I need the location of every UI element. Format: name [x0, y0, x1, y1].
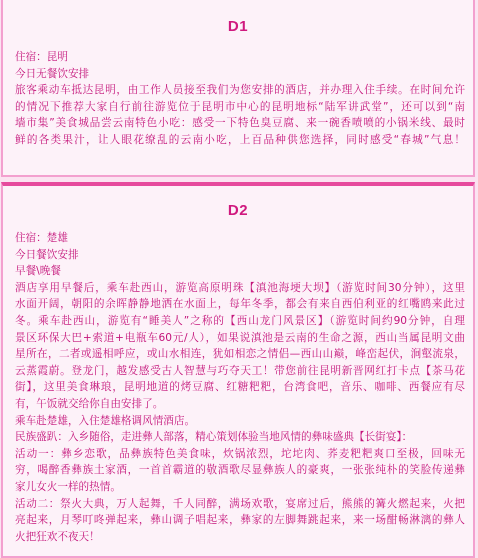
- day-1-text: [3, 49, 473, 149]
- day-2-line: 活动一：彝乡恋歌，品彝族特色美食味，炊锅浓烈，坨坨肉、荞麦粑粑爽口至极，回味无: [15, 447, 465, 460]
- day-2-line: 住宿：楚雄: [15, 232, 68, 244]
- day-1-line: 鲜的各类果汁，让人眼花缭乱的云南小吃，上百品种供您选择，同时感受“春城”气息！: [15, 133, 465, 146]
- day-2-card: [1, 182, 475, 558]
- day-1-line: 的情况下推荐大家自行前往游览位于昆明市中心的昆明地标“陆军讲武堂”，还可以到“南: [15, 100, 465, 113]
- day-2-line: 亮起来，月琴叮咚弹起来，彝山调子唱起来，彝家的左脚舞跳起来，来一场酣畅淋漓的彝人: [15, 514, 465, 527]
- day-1-line: 旅客乘动车抵达昆明，由工作人员接至我们为您安排的酒店，并办理入住手续。在时间允许: [15, 84, 465, 97]
- day-2-line: 酒店享用早餐后，乘车赴西山，游览高原明珠【滇池海埂大坝】（游览时间30分钟），这里: [15, 281, 465, 294]
- day-1-card: [1, 0, 475, 177]
- day-2-line: 民族盛趴：入乡随俗，走进彝人部落，精心策划体验当地风情的彝味盛典【长街宴】：: [15, 431, 413, 444]
- day-1-line: 今日无餐饮安排: [15, 67, 90, 80]
- day-2-line: 街】，这里美食琳琅，昆明地道的烤豆腐、红糖粑粑，台湾食吧，音乐、咖啡、西餐应有尽: [15, 381, 465, 394]
- day-1-line: 住宿：昆明: [15, 51, 68, 63]
- day-2-line: 早餐\晚餐: [15, 265, 61, 278]
- day-2-line: 火把狂欢不夜天！: [15, 530, 100, 543]
- day-2-line: 景区环保大巴+索道+电瓶车60元/人），如果说滇池是云南的生命之源，西山当属昆明文曲: [15, 331, 465, 344]
- day-2-line: 今日餐饮安排: [15, 248, 79, 261]
- day-2-line: 穷，喝醉香彝族土家酒，一首首霸道的敬酒歌尽显彝族人的豪爽，一张张纯朴的笑脸传递彝: [15, 464, 465, 477]
- day-2-line: 水面开阔，朝阳的余晖静静地洒在水面上，每年冬季，都会有来自西伯利亚的红嘴鸥来此过: [15, 298, 465, 311]
- day-2-line: 家儿女火一样的热情。: [15, 480, 121, 493]
- day-1-line: 墙市集”美食城品尝云南特色小吃：感受一下特色臭豆腐、来一碗香喷喷的小锅米线、最时: [15, 117, 465, 130]
- day-2-title: D2: [227, 202, 249, 219]
- day-2-text: [3, 230, 473, 545]
- day-2-line: 活动二：祭火大典，万人起舞，千人同醉，满场欢歌，宴席过后，熊熊的篝火燃起来，火把: [15, 497, 465, 510]
- day-2-line: 云蒸霞蔚。登龙门，越发感受古人智慧与巧夺天工！带您前往昆明新晋网红打卡点【茶马花: [15, 364, 465, 377]
- day-1-title: D1: [227, 18, 249, 35]
- day-2-line: 星所在，二者或遥相呼应，或山水相连，犹如相恋之情侣—西山山巅，峰峦起伏，涧壑流泉，: [15, 348, 465, 361]
- day-2-line: 有，午饭就交给你自由安排了。: [15, 397, 164, 410]
- day-2-line: 乘车赴楚雄，入住楚雄格调风情酒店。: [15, 414, 196, 427]
- day-2-line: 冬。乘车赴西山，游览有“睡美人”之称的【西山龙门风景区】（游览时间约90分钟，自理: [15, 314, 465, 327]
